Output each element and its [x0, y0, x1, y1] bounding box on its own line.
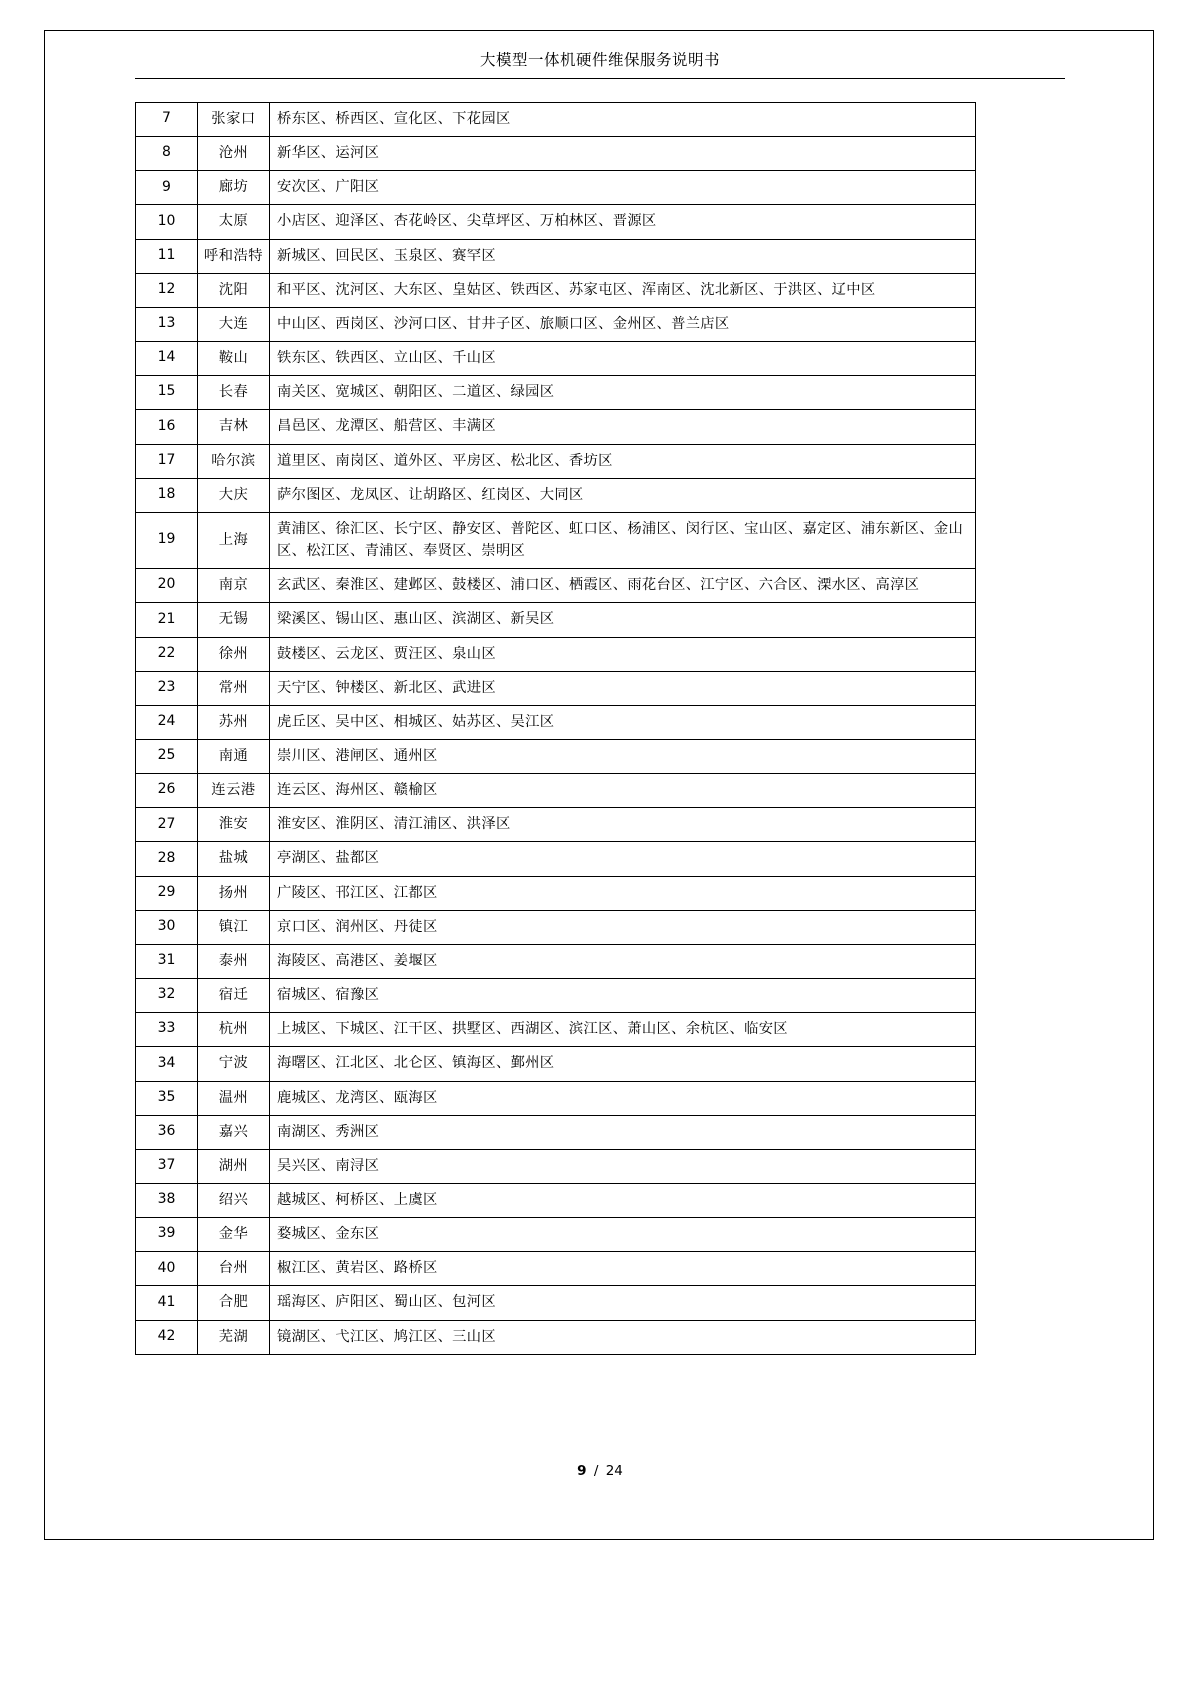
row-city: 常州 — [198, 671, 270, 705]
row-districts: 新城区、回民区、玉泉区、赛罕区 — [270, 239, 976, 273]
row-districts: 安次区、广阳区 — [270, 171, 976, 205]
row-index: 16 — [136, 410, 198, 444]
row-districts: 道里区、南岗区、道外区、平房区、松北区、香坊区 — [270, 444, 976, 478]
footer-current-page: 9 — [577, 1463, 587, 1479]
row-city: 芜湖 — [198, 1320, 270, 1354]
table-row — [136, 603, 976, 637]
row-index: 17 — [136, 444, 198, 478]
table-row — [136, 774, 976, 808]
table-row — [136, 137, 976, 171]
row-index: 27 — [136, 808, 198, 842]
row-city: 盐城 — [198, 842, 270, 876]
row-index: 36 — [136, 1115, 198, 1149]
row-index: 21 — [136, 603, 198, 637]
row-city: 沧州 — [198, 137, 270, 171]
row-index: 10 — [136, 205, 198, 239]
row-index: 35 — [136, 1081, 198, 1115]
row-city: 无锡 — [198, 603, 270, 637]
table-row — [136, 1218, 976, 1252]
row-index: 42 — [136, 1320, 198, 1354]
row-city: 长春 — [198, 376, 270, 410]
table-row — [136, 1184, 976, 1218]
table-row — [136, 944, 976, 978]
row-city: 嘉兴 — [198, 1115, 270, 1149]
row-index: 39 — [136, 1218, 198, 1252]
row-districts: 崇川区、港闸区、通州区 — [270, 739, 976, 773]
table-row — [136, 910, 976, 944]
row-city: 徐州 — [198, 637, 270, 671]
table-row — [136, 478, 976, 512]
row-city: 台州 — [198, 1252, 270, 1286]
row-districts: 和平区、沈河区、大东区、皇姑区、铁西区、苏家屯区、浑南区、沈北新区、于洪区、辽中区 — [270, 273, 976, 307]
row-districts: 京口区、润州区、丹徒区 — [270, 910, 976, 944]
table-row — [136, 1286, 976, 1320]
row-city: 苏州 — [198, 705, 270, 739]
row-city: 太原 — [198, 205, 270, 239]
table-row — [136, 569, 976, 603]
row-districts: 中山区、西岗区、沙河口区、甘井子区、旅顺口区、金州区、普兰店区 — [270, 307, 976, 341]
row-districts: 广陵区、邗江区、江都区 — [270, 876, 976, 910]
row-city: 绍兴 — [198, 1184, 270, 1218]
table-row — [136, 342, 976, 376]
row-index: 14 — [136, 342, 198, 376]
table-row — [136, 1149, 976, 1183]
row-index: 28 — [136, 842, 198, 876]
table-row — [136, 239, 976, 273]
table-row — [136, 671, 976, 705]
row-districts: 鹿城区、龙湾区、瓯海区 — [270, 1081, 976, 1115]
row-districts: 小店区、迎泽区、杏花岭区、尖草坪区、万柏林区、晋源区 — [270, 205, 976, 239]
row-city: 扬州 — [198, 876, 270, 910]
row-city: 连云港 — [198, 774, 270, 808]
row-index: 13 — [136, 307, 198, 341]
row-city: 杭州 — [198, 1013, 270, 1047]
row-districts: 亭湖区、盐都区 — [270, 842, 976, 876]
row-districts: 婺城区、金东区 — [270, 1218, 976, 1252]
row-index: 38 — [136, 1184, 198, 1218]
table-row — [136, 739, 976, 773]
row-districts: 吴兴区、南浔区 — [270, 1149, 976, 1183]
row-districts: 越城区、柯桥区、上虞区 — [270, 1184, 976, 1218]
table-row — [136, 808, 976, 842]
row-city: 合肥 — [198, 1286, 270, 1320]
row-index: 23 — [136, 671, 198, 705]
row-districts: 宿城区、宿豫区 — [270, 979, 976, 1013]
row-districts: 梁溪区、锡山区、惠山区、滨湖区、新吴区 — [270, 603, 976, 637]
table-row — [136, 979, 976, 1013]
row-districts: 鼓楼区、云龙区、贾汪区、泉山区 — [270, 637, 976, 671]
row-city: 呼和浩特 — [198, 239, 270, 273]
row-districts: 淮安区、淮阴区、清江浦区、洪泽区 — [270, 808, 976, 842]
row-index: 41 — [136, 1286, 198, 1320]
row-districts: 海曙区、江北区、北仑区、镇海区、鄞州区 — [270, 1047, 976, 1081]
row-city: 大庆 — [198, 478, 270, 512]
table-row — [136, 171, 976, 205]
row-city: 沈阳 — [198, 273, 270, 307]
row-districts: 镜湖区、弋江区、鸠江区、三山区 — [270, 1320, 976, 1354]
table-row — [136, 637, 976, 671]
row-city: 宿迁 — [198, 979, 270, 1013]
row-city: 宁波 — [198, 1047, 270, 1081]
table-row — [136, 1115, 976, 1149]
service-coverage-table-wrapper — [135, 102, 975, 1355]
row-index: 18 — [136, 478, 198, 512]
row-index: 25 — [136, 739, 198, 773]
service-coverage-table — [135, 102, 976, 1355]
table-row — [136, 876, 976, 910]
row-index: 29 — [136, 876, 198, 910]
row-index: 22 — [136, 637, 198, 671]
row-index: 19 — [136, 512, 198, 568]
row-index: 15 — [136, 376, 198, 410]
row-city: 吉林 — [198, 410, 270, 444]
row-index: 33 — [136, 1013, 198, 1047]
table-row — [136, 1047, 976, 1081]
table-row — [136, 1252, 976, 1286]
row-districts: 天宁区、钟楼区、新北区、武进区 — [270, 671, 976, 705]
table-row — [136, 705, 976, 739]
footer-separator: / — [593, 1463, 599, 1479]
table-row — [136, 307, 976, 341]
row-districts: 昌邑区、龙潭区、船营区、丰满区 — [270, 410, 976, 444]
row-index: 20 — [136, 569, 198, 603]
row-districts: 南湖区、秀洲区 — [270, 1115, 976, 1149]
row-index: 8 — [136, 137, 198, 171]
table-row — [136, 376, 976, 410]
row-districts: 玄武区、秦淮区、建邺区、鼓楼区、浦口区、栖霞区、雨花台区、江宁区、六合区、溧水区、高淳区 — [270, 569, 976, 603]
row-city: 南通 — [198, 739, 270, 773]
header-divider — [135, 78, 1065, 79]
row-index: 11 — [136, 239, 198, 273]
row-districts: 萨尔图区、龙凤区、让胡路区、红岗区、大同区 — [270, 478, 976, 512]
row-districts: 虎丘区、吴中区、相城区、姑苏区、吴江区 — [270, 705, 976, 739]
row-city: 鞍山 — [198, 342, 270, 376]
row-index: 12 — [136, 273, 198, 307]
row-city: 哈尔滨 — [198, 444, 270, 478]
row-districts: 海陵区、高港区、姜堰区 — [270, 944, 976, 978]
row-city: 金华 — [198, 1218, 270, 1252]
row-index: 31 — [136, 944, 198, 978]
row-city: 南京 — [198, 569, 270, 603]
table-row — [136, 1081, 976, 1115]
row-index: 34 — [136, 1047, 198, 1081]
row-city: 泰州 — [198, 944, 270, 978]
table-row — [136, 410, 976, 444]
row-districts: 黄浦区、徐汇区、长宁区、静安区、普陀区、虹口区、杨浦区、闵行区、宝山区、嘉定区、浦东新区、金山区、松江区、青浦区、奉贤区、崇明区 — [270, 512, 976, 568]
row-city: 张家口 — [198, 103, 270, 137]
row-districts: 南关区、宽城区、朝阳区、二道区、绿园区 — [270, 376, 976, 410]
row-index: 32 — [136, 979, 198, 1013]
row-districts: 连云区、海州区、赣榆区 — [270, 774, 976, 808]
table-row — [136, 842, 976, 876]
row-city: 湖州 — [198, 1149, 270, 1183]
table-row — [136, 512, 976, 568]
table-row — [136, 1320, 976, 1354]
row-districts: 上城区、下城区、江干区、拱墅区、西湖区、滨江区、萧山区、余杭区、临安区 — [270, 1013, 976, 1047]
table-row — [136, 273, 976, 307]
row-city: 大连 — [198, 307, 270, 341]
row-city: 上海 — [198, 512, 270, 568]
row-districts: 铁东区、铁西区、立山区、千山区 — [270, 342, 976, 376]
row-index: 24 — [136, 705, 198, 739]
table-row — [136, 205, 976, 239]
row-districts: 瑶海区、庐阳区、蜀山区、包河区 — [270, 1286, 976, 1320]
row-districts: 新华区、运河区 — [270, 137, 976, 171]
table-row — [136, 103, 976, 137]
table-row — [136, 444, 976, 478]
row-index: 9 — [136, 171, 198, 205]
row-districts: 桥东区、桥西区、宣化区、下花园区 — [270, 103, 976, 137]
row-city: 淮安 — [198, 808, 270, 842]
row-city: 温州 — [198, 1081, 270, 1115]
footer-total-pages: 24 — [605, 1463, 623, 1479]
row-index: 26 — [136, 774, 198, 808]
row-index: 40 — [136, 1252, 198, 1286]
row-city: 廊坊 — [198, 171, 270, 205]
row-districts: 椒江区、黄岩区、路桥区 — [270, 1252, 976, 1286]
row-index: 7 — [136, 103, 198, 137]
row-index: 30 — [136, 910, 198, 944]
row-city: 镇江 — [198, 910, 270, 944]
table-row — [136, 1013, 976, 1047]
document-header-title: 大模型一体机硬件维保服务说明书 — [479, 51, 720, 69]
row-index: 37 — [136, 1149, 198, 1183]
page-footer — [0, 1463, 1200, 1479]
table-body — [136, 103, 976, 1355]
